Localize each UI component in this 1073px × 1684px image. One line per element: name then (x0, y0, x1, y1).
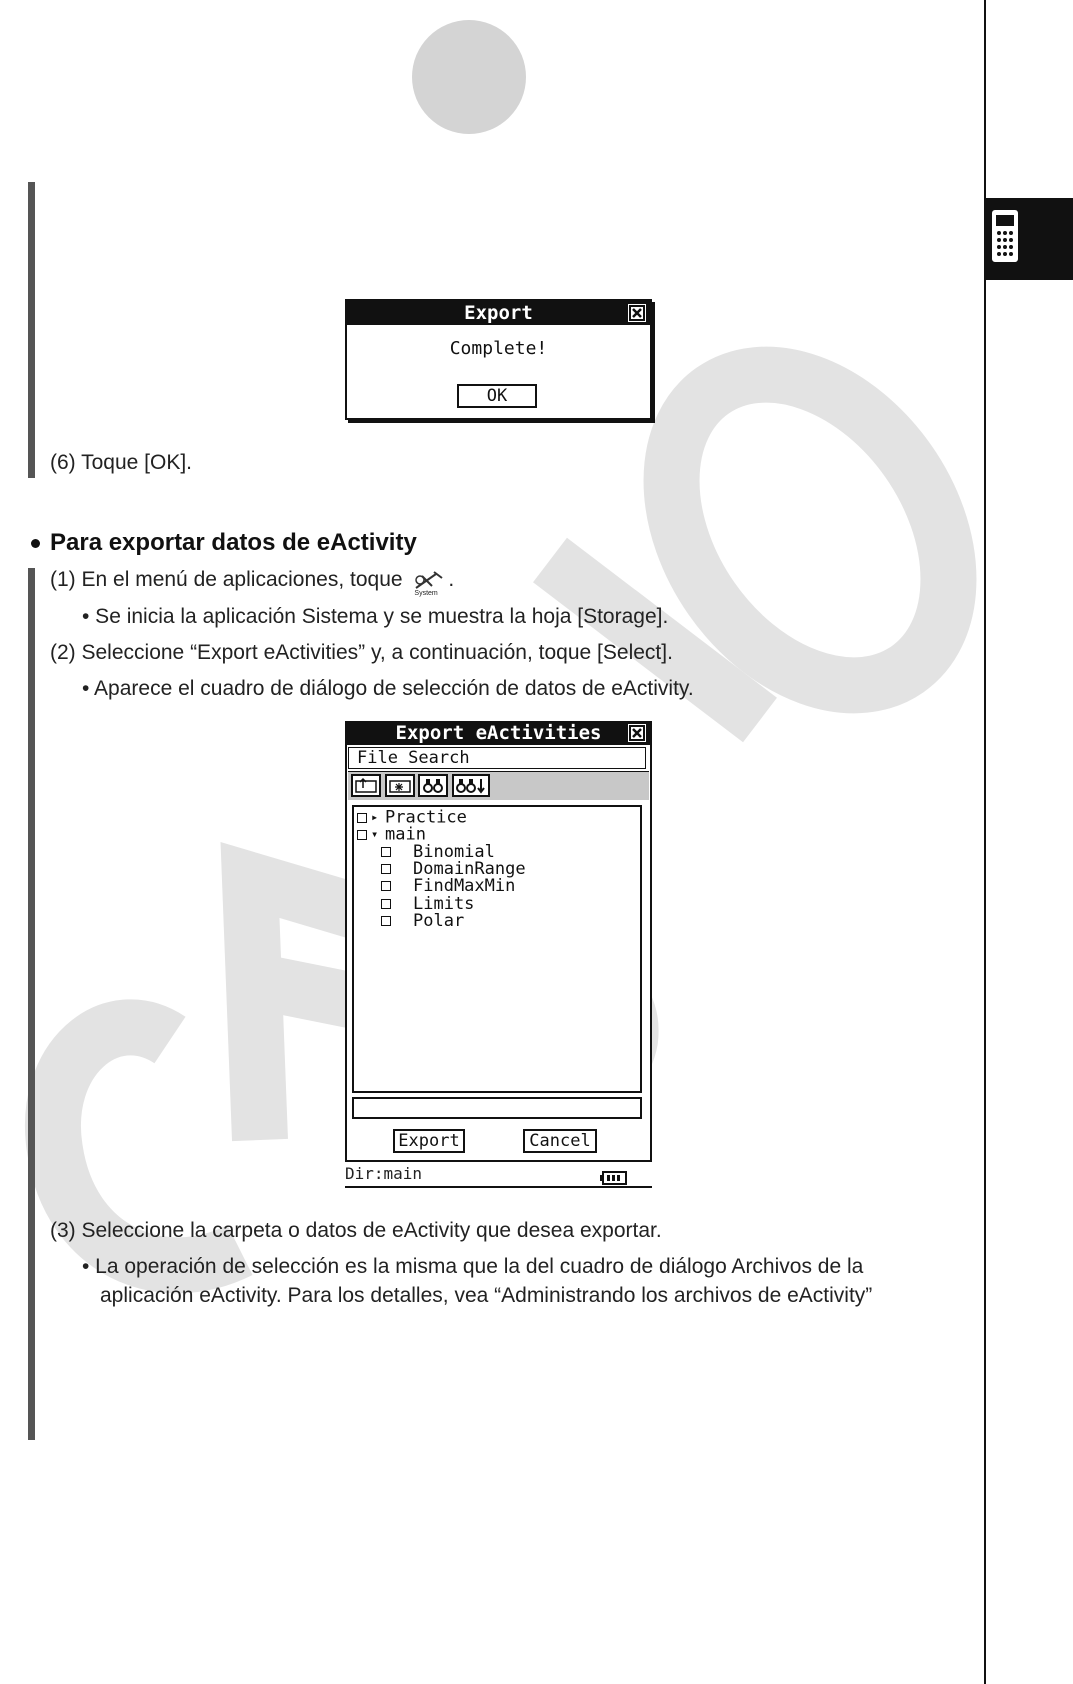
menu-file-search[interactable]: File Search (357, 748, 470, 768)
search-next-icon[interactable] (452, 774, 490, 797)
item-label: DomainRange (413, 858, 526, 879)
step3-note-line2: aplicación eActivity. Para los detalles, vea “Administrando los archivos de eActivity” (100, 1284, 873, 1307)
checkbox[interactable] (381, 899, 391, 909)
dialog-title-bar (345, 721, 652, 745)
file-item[interactable] (381, 878, 515, 895)
system-icon (408, 570, 448, 600)
checkbox[interactable] (381, 864, 391, 874)
selection-field[interactable] (352, 1097, 642, 1119)
ok-button[interactable]: OK (457, 384, 537, 408)
step3-note-line1: • La operación de selección es la misma que la del cuadro de diálogo Archivos de la (82, 1255, 864, 1278)
file-item[interactable] (381, 893, 475, 914)
item-label: Polar (413, 910, 465, 931)
step6-text: (6) Toque [OK]. (50, 451, 193, 474)
item-label: Practice (385, 807, 467, 828)
item-label: main (385, 824, 426, 845)
checkbox[interactable] (381, 847, 391, 857)
checkbox[interactable] (381, 881, 391, 891)
menu-bar[interactable] (348, 747, 646, 769)
new-folder-icon[interactable] (385, 774, 415, 797)
step3-text: (3) Seleccione la carpeta o datos de eActivity que desea exportar. (50, 1219, 662, 1242)
item-label: Binomial (413, 841, 495, 862)
dialog-title-bar (347, 301, 650, 325)
export-button[interactable]: Export (393, 1129, 465, 1153)
file-item[interactable] (381, 910, 465, 931)
step2-text: (2) Seleccione “Export eActivities” y, a continuación, toque [Select]. (50, 641, 673, 664)
export-complete-dialog (345, 299, 652, 420)
change-bar (28, 568, 35, 1440)
checkbox[interactable] (357, 830, 367, 840)
cancel-button[interactable]: Cancel (523, 1129, 597, 1153)
calculator-icon (990, 208, 1020, 264)
checkbox[interactable] (357, 813, 367, 823)
dialog-message: Complete! (449, 338, 548, 359)
heading-bullet (31, 539, 40, 548)
section-heading: Para exportar datos de eActivity (50, 529, 417, 556)
watermark-circle (412, 20, 526, 134)
chapter-tab (986, 198, 1073, 280)
item-label: FindMaxMin (413, 876, 516, 897)
step1-text (50, 568, 454, 600)
up-folder-icon[interactable] (351, 774, 381, 797)
step1-note: • Se inicia la aplicación Sistema y se muestra la hoja [Storage]. (82, 605, 669, 628)
export-eactivities-dialog (345, 721, 652, 1163)
search-icon[interactable] (418, 774, 448, 797)
status-bar (345, 1162, 652, 1188)
change-bar (28, 182, 35, 478)
battery-icon (599, 1168, 627, 1192)
step1-label: (1) En el menú de aplicaciones, toque (50, 568, 403, 591)
checkbox[interactable] (381, 916, 391, 926)
toolbar (348, 771, 649, 800)
dialog-title: Export (464, 302, 533, 324)
close-icon[interactable] (628, 724, 646, 742)
step2-note: • Aparece el cuadro de diálogo de selección de datos de eActivity. (82, 677, 694, 700)
item-label: Limits (413, 893, 475, 914)
system-icon-caption: System (414, 590, 438, 597)
collapsed-arrow-icon[interactable]: ▸ (371, 810, 379, 824)
close-icon[interactable] (628, 304, 646, 322)
step1-period: . (448, 568, 455, 591)
status-text: Dir:main (345, 1164, 423, 1183)
expanded-arrow-icon[interactable]: ▾ (371, 827, 379, 842)
dialog-title: Export eActivities (395, 722, 602, 744)
